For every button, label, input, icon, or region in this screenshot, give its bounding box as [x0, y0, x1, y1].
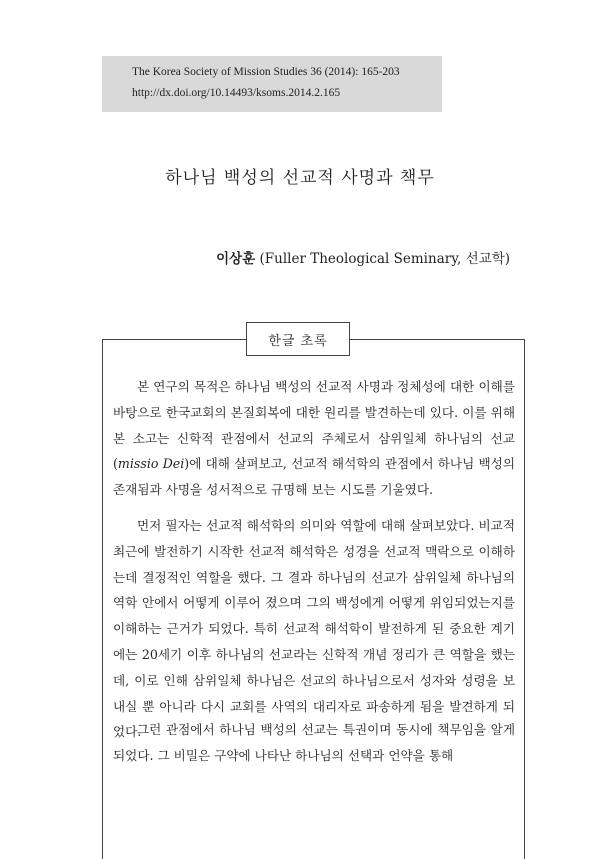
citation-box: [102, 56, 442, 112]
abstract-paragraph-1: [113, 374, 515, 503]
abstract-heading: 한글 초록: [246, 322, 350, 356]
abstract-p1-text-a: 본 연구의 목적은 하나님 백성의 선교적 사명과 정체성에 대한 이해를 바탕으로 한국교회의 본질회복에 대한 원리를 발견하는데 있다. 이를 위해 본 소고는 신학적 관점에서 선교의 주체로서 삼위일체 하나님의 선교(: [113, 379, 515, 472]
abstract-paragraph-3: 그런 관점에서 하나님 백성의 선교는 특권이며 동시에 책무임을 알게 되었다. 그 비밀은 구약에 나타난 하나님의 선택과 언약을 통해: [113, 722, 515, 763]
abstract-p1-text-b: )에 대해 살펴보고, 선교적 해석학의 관점에서 하나님 백성의 존재됨과 사명을 성서적으로 규명해 보는 시도를 기울였다.: [113, 456, 515, 498]
journal-citation: The Korea Society of Mission Studies 36 (2014): 165-203: [132, 66, 400, 78]
abstract-paragraph-2: 먼저 필자는 선교적 해석학의 의미와 역할에 대해 살펴보았다. 비교적 최근에 발전하기 시작한 선교적 해석학은 성경을 선교적 맥락으로 이해하는데 결정적인 역할을 했다. 그 결과 하나님의 선교가 삼위일체 하나님의 역학 안에서 어떻게 이루어 졌으며 그의 백성에게 어떻게 위임되었는지를 이해하는 근거가 되었다. 특히 선교적 해석학이 발전하게 된 중요한 계기에는 20세기 이후 하나님의 선교라는 신학적 개념 정리가 큰 역할을 했는데, 이로 인해 삼위일체 하나님은 선교의 하나님으로서 성자와 성령을 보내실 뿐 아니라 다시 교회를 사역의 대리자로 파송하게 됨을 발견하게 되었다.: [113, 518, 515, 740]
paper-title: 하나님 백성의 선교적 사명과 책무: [165, 168, 435, 188]
author-line: [216, 247, 510, 267]
doi-link[interactable]: http://dx.doi.org/10.14493/ksoms.2014.2.165: [132, 87, 341, 99]
author-affiliation: (Fuller Theological Seminary, 선교학): [259, 251, 510, 267]
abstract-p1-italic: missio Dei: [117, 456, 185, 472]
author-name: 이상훈: [216, 251, 256, 267]
